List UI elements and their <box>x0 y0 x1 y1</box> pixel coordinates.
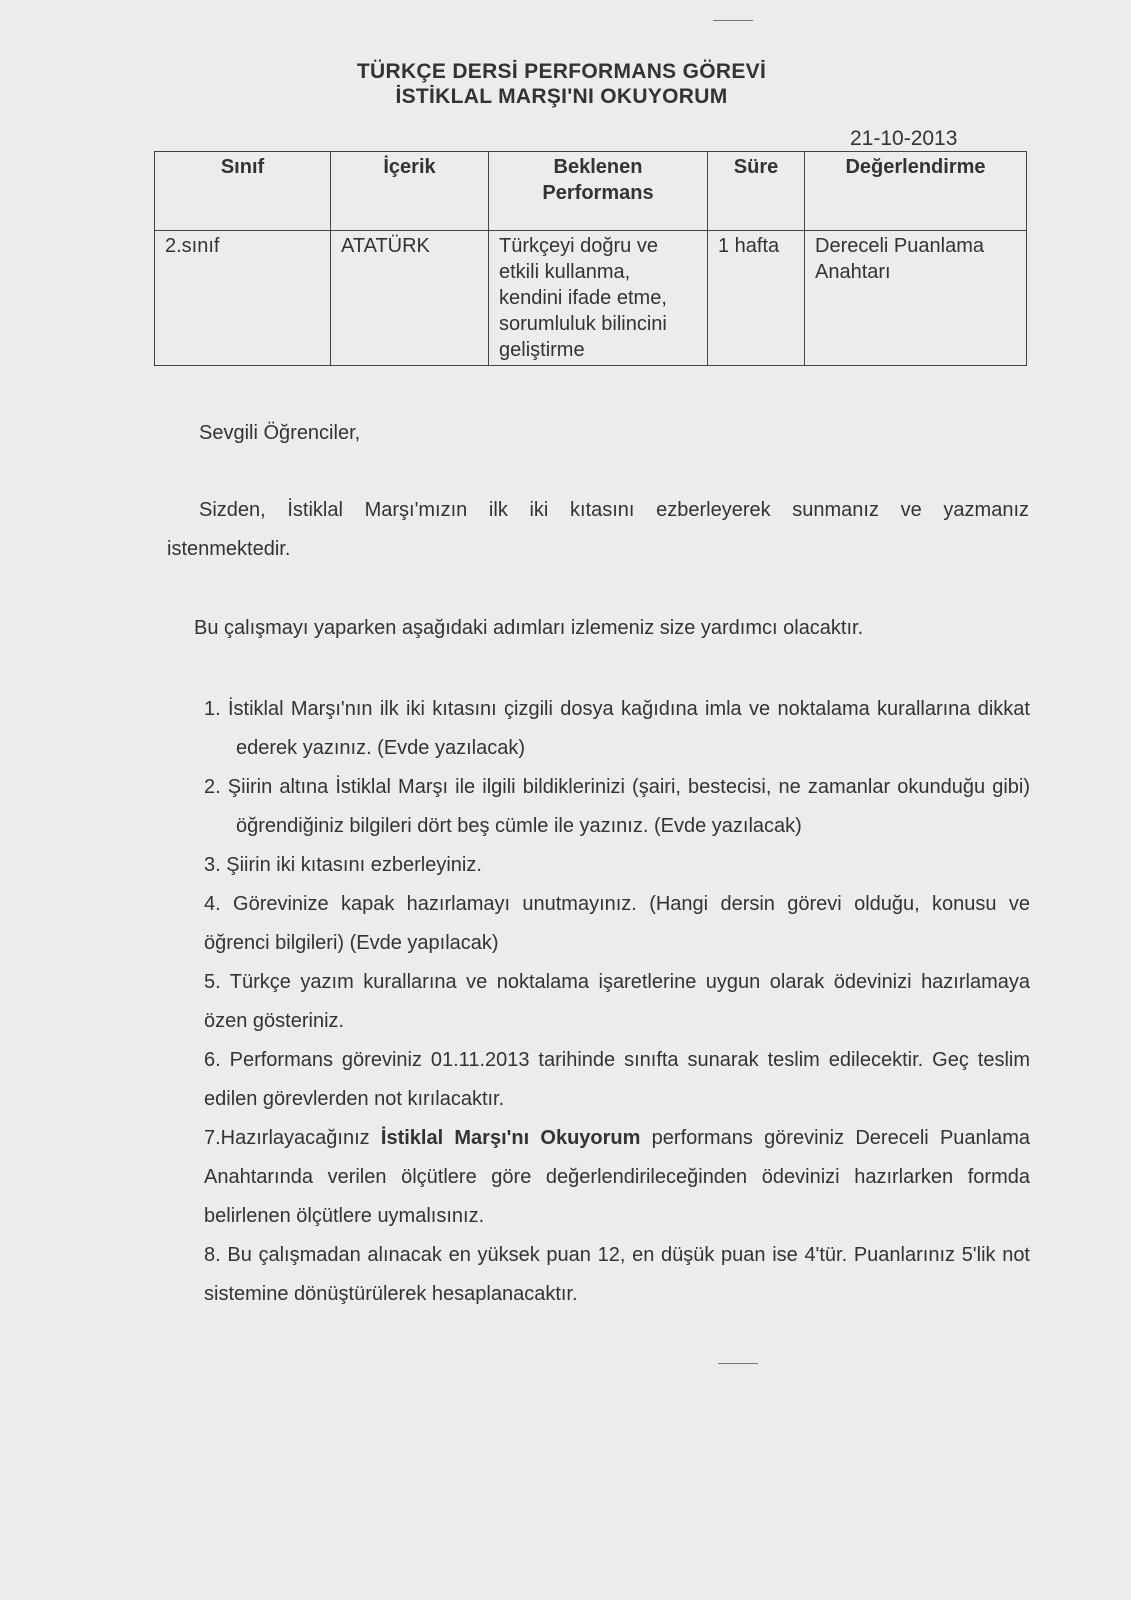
list-item <box>204 1119 1030 1236</box>
step7-suffix: performans göreviniz Dereceli Puanlama Anahtarında verilen ölçütlere göre değerlendirileceğinden ödevinizi hazırlarken formda belirlenen ölçütlere uymalısınız. <box>204 1127 1031 1227</box>
table-header: Süre <box>708 152 805 231</box>
list-item: 4. Görevinize kapak hazırlamayı unutmayınız. (Hangi dersin görevi olduğu, konusu ve öğrenci bilgileri) (Evde yapılacak) <box>204 893 1030 954</box>
info-table <box>154 151 1027 366</box>
table-header-row <box>155 152 1027 231</box>
list-item: 8. Bu çalışmadan alınacak en yüksek puan 12, en düşük puan ise 4'tür. Puanlarınız 5'lik not sistemine dönüştürülerek hesaplanacaktır. <box>204 1244 1030 1305</box>
scan-mark <box>718 1363 758 1364</box>
list-item: 6. Performans göreviniz 01.11.2013 tarihinde sınıfta sunarak teslim edilecektir. Geç teslim edilen görevlerden not kırılacaktır. <box>204 1049 1030 1110</box>
table-cell: 1 hafta <box>708 231 805 366</box>
table-cell: Dereceli Puanlama Anahtarı <box>805 231 1027 366</box>
table-cell: 2.sınıf <box>155 231 331 366</box>
table-header: Sınıf <box>155 152 331 231</box>
document-date: 21-10-2013 <box>850 127 958 150</box>
table-cell: Türkçeyi doğru ve etkili kullanma, kendini ifade etme, sorumluluk bilincini geliştirme <box>489 231 708 366</box>
table-cell: ATATÜRK <box>331 231 489 366</box>
table-header: Beklenen Performans <box>489 152 708 231</box>
table-header: İçerik <box>331 152 489 231</box>
list-item: 5. Türkçe yazım kurallarına ve noktalama işaretlerine uygun olarak ödevinizi hazırlamaya özen gösteriniz. <box>204 971 1030 1032</box>
greeting: Sevgili Öğrenciler, <box>199 422 361 444</box>
list-item: 2. Şiirin altına İstiklal Marşı ile ilgili bildiklerinizi (şairi, bestecisi, ne zamanlar okunduğu gibi) öğrendiğiniz bilgileri dört beş cümle ile yazınız. (Evde yazılacak) <box>204 776 1030 837</box>
step7-prefix: 7.Hazırlayacağınız <box>204 1127 370 1149</box>
steps-list <box>204 690 1030 1314</box>
assignment-text-line2: istenmektedir. <box>167 538 291 560</box>
list-item: 1. İstiklal Marşı'nın ilk iki kıtasını çizgili dosya kağıdına imla ve noktalama kurallarına dikkat ederek yazınız. (Evde yazılacak) <box>204 698 1030 759</box>
list-item: 3. Şiirin iki kıtasını ezberleyiniz. <box>204 854 482 876</box>
document-subtitle: İSTİKLAL MARŞI'NI OKUYORUM <box>395 85 728 108</box>
assignment-text-line1: Sizden, İstiklal Marşı'mızın ilk iki kıtasını ezberleyerek sunmanız ve yazmanız <box>199 499 1029 521</box>
steps-intro: Bu çalışmayı yaparken aşağıdaki adımları izlemeniz size yardımcı olacaktır. <box>194 617 864 639</box>
scan-mark <box>713 20 753 21</box>
table-row <box>155 231 1027 366</box>
table-header: Değerlendirme <box>805 152 1027 231</box>
step7-title: İstiklal Marşı'nı Okuyorum <box>380 1127 641 1149</box>
document-title: TÜRKÇE DERSİ PERFORMANS GÖREVİ <box>356 60 767 83</box>
